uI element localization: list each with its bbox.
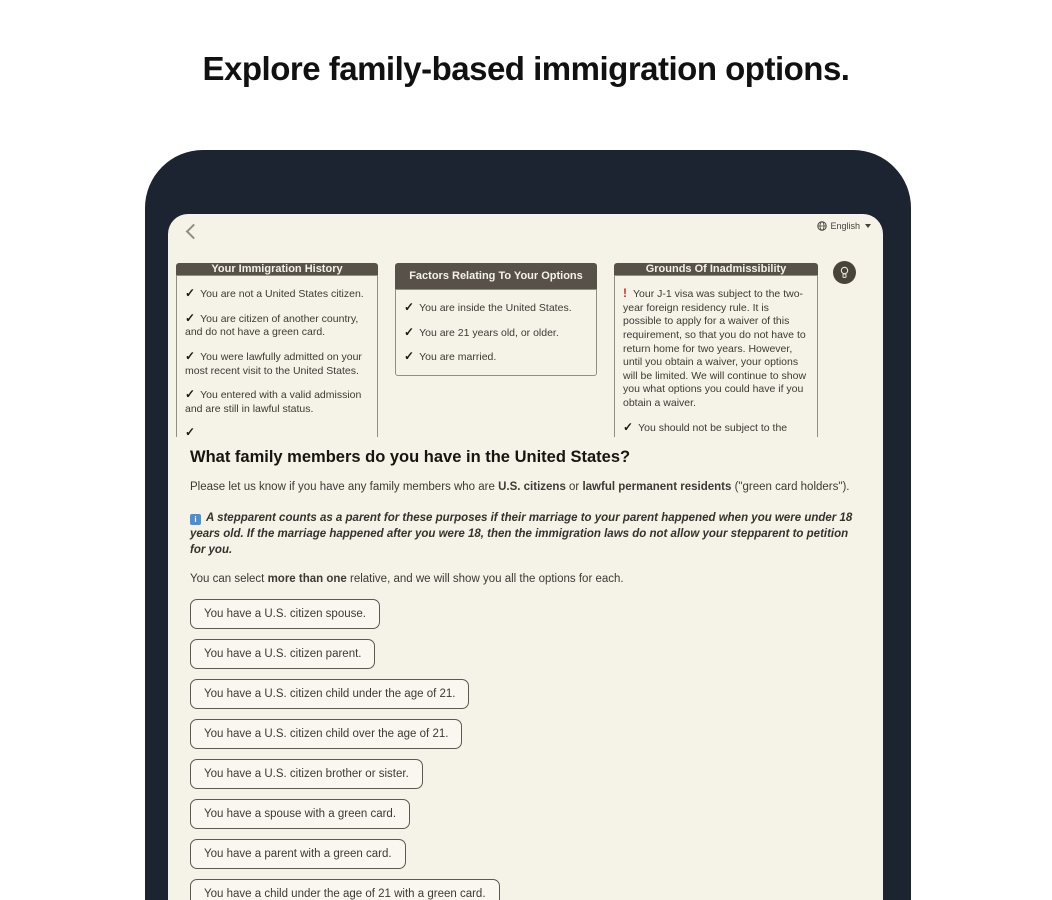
option-us-citizen-spouse[interactable]: You have a U.S. citizen spouse. [190,599,380,629]
option-us-citizen-child-under-21[interactable]: You have a U.S. citizen child under the age of 21. [190,679,469,709]
page-title: Explore family-based immigration options. [202,50,850,87]
check-icon: ✓ [404,349,415,364]
column-body [395,289,597,376]
relative-options [190,599,866,900]
back-chevron-icon [186,224,202,240]
info-icon: i [190,514,201,525]
option-us-citizen-sibling[interactable]: You have a U.S. citizen brother or sister. [190,759,423,789]
warning-icon: ! [623,286,627,300]
chevron-down-icon [865,224,871,228]
language-label: English [830,221,860,231]
check-icon: ✓ [185,286,196,300]
globe-icon [817,221,827,231]
back-button[interactable] [182,222,204,244]
check-icon: ✓ [404,324,415,339]
option-green-card-child-under-21[interactable]: You have a child under the age of 21 with a green card. [190,879,500,900]
lightbulb-icon [839,266,850,279]
list-item: ✓ You are inside the United States. [404,300,572,314]
list-item: ✓ You are 21 years old, or older. [404,324,559,339]
list-item: ✓ You entered with a valid admission and are still in lawful status. [185,387,362,415]
list-item: ✓ You are citizen of another country, and do not have a green card. [185,310,359,339]
list-item: ✓ You were lawfully admitted on your most recent visit to the United States. [185,348,362,377]
column-body [614,275,818,437]
status-columns [176,263,820,437]
language-selector[interactable] [817,221,871,231]
column-factors [395,263,597,437]
list-item: ! Your J-1 visa was subject to the two-year foreign residency rule. It is possible to apply for a waiver of this requirement, so that you do not have to return home for two years. However, until you obtain a waiver, your options will be limited. We will continue to show you what options you could have if you obtain a waiver. [623,286,807,410]
check-icon: ✓ [185,425,196,437]
column-header: Factors Relating To Your Options [395,263,597,289]
check-icon: ✓ [185,348,196,363]
list-item-partial [185,425,369,437]
option-green-card-parent[interactable]: You have a parent with a green card. [190,839,406,869]
stepparent-note: i A stepparent counts as a parent for these purposes if their marriage to your parent happened when you were under 18 years old. If the marriage happened after you were 18, then the immigration laws do not allow your stepparent to petition for you. [190,511,853,557]
intro-paragraph: Please let us know if you have any family members who are U.S. citizens or lawful permanent residents ("green card holders"). [190,481,850,493]
column-inadmissibility [614,263,818,437]
check-icon: ✓ [404,300,415,314]
option-green-card-spouse[interactable]: You have a spouse with a green card. [190,799,410,829]
option-us-citizen-parent[interactable]: You have a U.S. citizen parent. [190,639,375,669]
column-body [176,275,378,437]
app-screen [168,214,883,900]
tip-button[interactable] [833,261,856,284]
tablet-frame [145,150,911,900]
check-icon: ✓ [185,310,196,325]
option-us-citizen-child-over-21[interactable]: You have a U.S. citizen child over the age of 21. [190,719,462,749]
column-header: Your Immigration History [176,263,378,275]
check-icon: ✓ [623,419,634,434]
column-immigration-history [176,263,378,437]
list-item-partial: ✓ You should not be subject to the [623,419,788,434]
list-item: ✓ You are not a United States citizen. [185,286,364,300]
question-heading: What family members do you have in the United States? [190,448,631,466]
column-header: Grounds Of Inadmissibility [614,263,818,275]
select-instruction: You can select more than one relative, and we will show you all the options for each. [190,572,624,585]
question-section [190,448,866,900]
list-item: ✓ You are married. [404,349,497,364]
check-icon: ✓ [185,387,196,402]
